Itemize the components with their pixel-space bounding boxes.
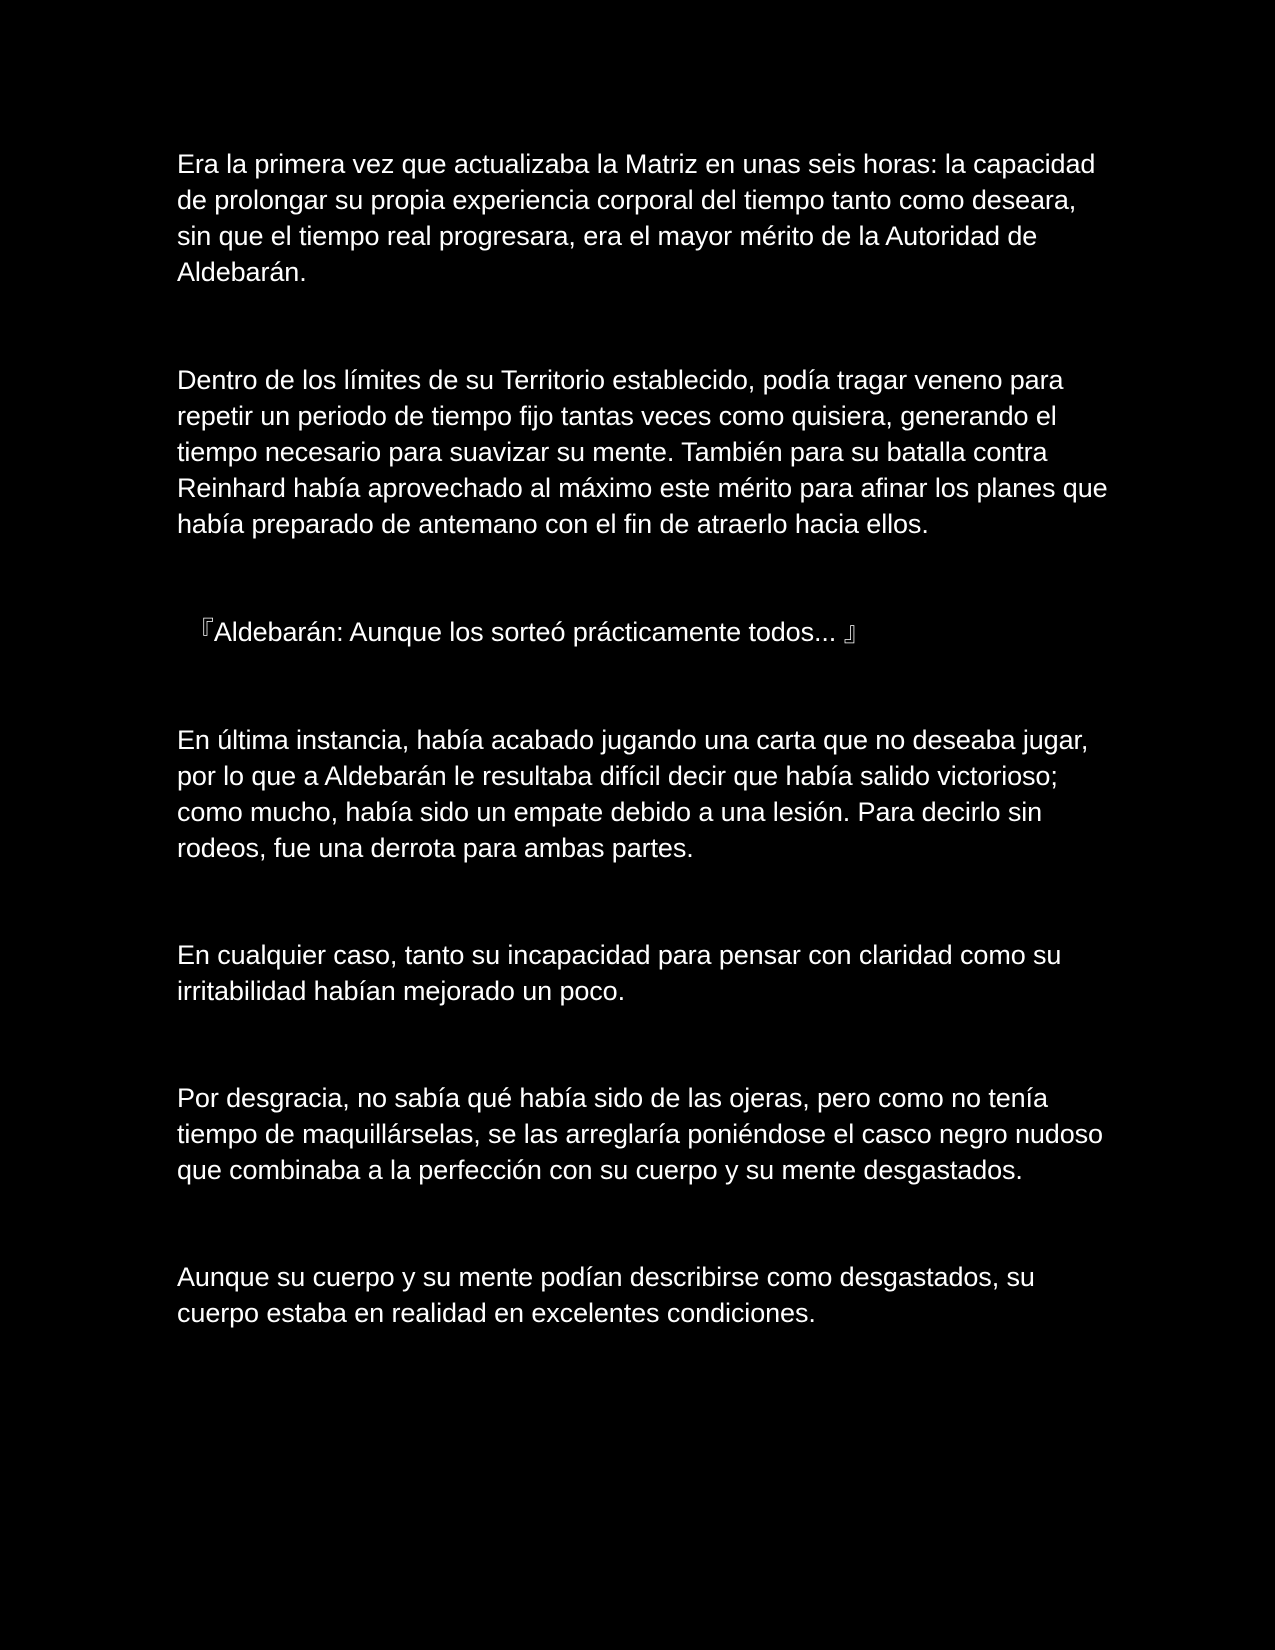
- paragraph: Aunque su cuerpo y su mente podían describirse como desgastados, su cuerpo estaba en realidad en excelentes condiciones.: [177, 1262, 1035, 1328]
- dialogue-line: 『Aldebarán: Aunque los sorteó prácticamente todos... 』: [187, 617, 871, 647]
- paragraph: Por desgracia, no sabía qué había sido de las ojeras, pero como no tenía tiempo de maquillárselas, se las arreglaría poniéndose el casco negro nudoso que combinaba a la perfección con su cuerpo y su mente desgastados.: [177, 1083, 1103, 1185]
- paragraph: Era la primera vez que actualizaba la Matriz en unas seis horas: la capacidad de prolongar su propia experiencia corporal del tiempo tanto como deseara, sin que el tiempo real progresara, era el mayor mérito de la Autoridad de Aldebarán.: [177, 149, 1096, 287]
- text-column: [177, 146, 1117, 1331]
- paragraph: Dentro de los límites de su Territorio establecido, podía tragar veneno para repetir un periodo de tiempo fijo tantas veces como quisiera, generando el tiempo necesario para suavizar su mente. También para su batalla contra Reinhard había aprovechado al máximo este mérito para afinar los planes que había preparado de antemano con el fin de atraerlo hacia ellos.: [177, 365, 1108, 539]
- paragraph: En última instancia, había acabado jugando una carta que no deseaba jugar, por lo que a Aldebarán le resultaba difícil decir que había salido victorioso; como mucho, había sido un empate debido a una lesión. Para decirlo sin rodeos, fue una derrota para ambas partes.: [177, 725, 1089, 863]
- paragraph: En cualquier caso, tanto su incapacidad para pensar con claridad como su irritabilidad habían mejorado un poco.: [177, 940, 1062, 1006]
